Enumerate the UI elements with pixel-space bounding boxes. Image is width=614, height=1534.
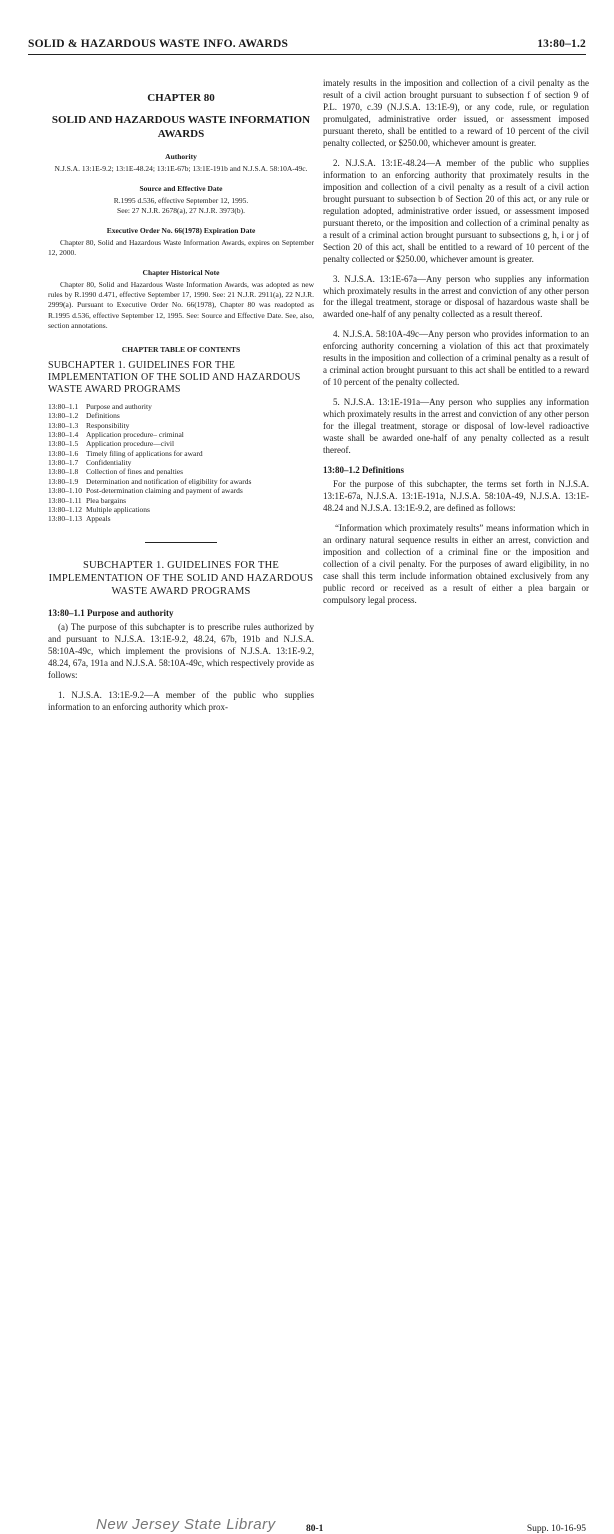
toc-heading: CHAPTER TABLE OF CONTENTS <box>121 344 241 354</box>
toc-entry: 13:80–1.6 Timely filing of applications for award <box>48 448 203 458</box>
paragraph-4: 4. N.J.S.A. 58:10A-49c—Any person who provides information to an enforcing authority concerning a violation of this act that proximately results in the imposition and collection of a criminal penalty as a result of a criminal action brought pursuant to this act shall be entitled to a reward of 10 percent of the penalty collected. <box>323 329 589 388</box>
definitions-intro: For the purpose of this subchapter, the terms set forth in N.J.S.A. 13:1E-67a, N.J.S.A. 13:1E-191a, N.J.S.A. 58:10A-49, N.J.S.A. 13:1E-48.24 and N.J.S.A. 13:1E-9.2, are defined as follows: <box>323 479 589 514</box>
header-rule <box>28 54 586 55</box>
section-1-2-heading: 13:80–1.2 Definitions <box>323 465 404 476</box>
paragraph-1-continued: imately results in the imposition and collection of a civil penalty as the result of a civil action brought pursuant to subsection f of section 9 of P.L. 1970, c.39 (N.J.S.A. 13:1E-9), or any code, rule, or regulation promulgated, administrative order issued, or assessment imposed pursuant thereto, shall be entitled to a reward of 10 percent of the civil penalty collected, or $250.00, whichever amount is greater. <box>323 78 589 148</box>
source-heading: Source and Effective Date <box>139 183 223 193</box>
toc-entry: 13:80–1.10 Post-determination claiming and payment of awards <box>48 486 243 496</box>
exec-order-heading: Executive Order No. 66(1978) Expiration Date <box>106 225 256 235</box>
toc-entry: 13:80–1.3 Responsibility <box>48 420 130 430</box>
toc-list <box>48 402 314 524</box>
toc-entry: 13:80–1.11 Plea bargains <box>48 495 127 505</box>
toc-subchapter: SUBCHAPTER 1. GUIDELINES FOR THE IMPLEMENTATION OF THE SOLID AND HAZARDOUS WASTE AWARD PROGRAMS <box>48 359 301 395</box>
toc-entry: 13:80–1.7 Confidentiality <box>48 458 132 467</box>
paragraph-a: (a) The purpose of this subchapter is to prescribe rules authorized by and pursuant to N.J.S.A. 13:1E-9.2, 48.24, 67b, 191b and N.J.S.A. 58:10A-49c, which implement the provisions of N.J.S.A. 13:1E-9.2, 48.24, 67a, 191a and N.J.S.A. 58:10A-49c, which respectively provide as follows: <box>48 622 314 680</box>
header-section: 13:80–1.2 <box>537 38 586 50</box>
chapter-number: CHAPTER 80 <box>147 92 215 104</box>
subchapter-heading: SUBCHAPTER 1. GUIDELINES FOR THE IMPLEMENTATION OF THE SOLID AND HAZARDOUS WASTE AWARD PROGRAMS <box>48 559 314 597</box>
authority-heading: Authority <box>165 151 197 161</box>
exec-order-text: Chapter 80, Solid and Hazardous Waste Information Awards, expires on September 12, 2000. <box>48 237 314 257</box>
section-1-1-heading: 13:80–1.1 Purpose and authority <box>48 608 174 618</box>
toc-entry: 13:80–1.13 Appeals <box>48 514 111 524</box>
source-line-1: R.1995 d.536, effective September 12, 1995. <box>113 195 249 205</box>
running-header <box>28 38 586 50</box>
toc-entry: 13:80–1.2 Definitions <box>48 411 120 421</box>
authority-text: N.J.S.A. 13:1E-9.2; 13:1E-48.24; 13:1E-67b; 13:1E-191b and N.J.S.A. 58:10A-49c. <box>54 163 308 173</box>
section-divider <box>145 542 217 543</box>
supplement-date: Supp. 10-16-95 <box>526 1524 586 1534</box>
toc-entry: 13:80–1.4 Application procedure– criminal <box>48 429 184 439</box>
source-line-2: See: 27 N.J.R. 2678(a), 27 N.J.R. 3973(b). <box>117 205 245 215</box>
definition-information: “Information which proximately results” means information which in an ordinary natural sequence results in either an arrest, conviction and imposition and collection of a criminal fine or the imposition and collection of a civil penalty. For the purposes of award eligibility, in no case shall this term include information obtained exclusively from any public record or received as a result of either a plea bargain or compulsory legal process. <box>323 523 589 605</box>
right-column <box>323 78 589 615</box>
toc-entry: 13:80–1.9 Determination and notification of eligibility for awards <box>48 476 252 486</box>
paragraph-5: 5. N.J.S.A. 13:1E-191a—Any person who supplies any information which proximately results in the arrest and conviction of any other person for the illegal treatment, storage or disposal of low-level radioactive waste shall be awarded one-half of any penalty collected as a result thereof. <box>323 397 589 456</box>
page-number: 80-1 <box>306 1524 324 1534</box>
chapter-title: SOLID AND HAZARDOUS WASTE INFORMATION AWARDS <box>51 114 311 140</box>
toc-entry: 13:80–1.8 Collection of fines and penalties <box>48 467 184 477</box>
historical-note-text: Chapter 80, Solid and Hazardous Waste Information Awards, was adopted as new rules by R.1990 d.471, effective September 17, 1990. See: 21 N.J.R. 2911(a), 22 N.J.R. 2999(a). Pursuant to Executive Order No. 66(1978), Chapter 80 was readopted as R.1995 d.536, effective September 12, 1995. See: Source and Effective Date. See, also, section annotations. <box>48 280 314 330</box>
library-watermark: New Jersey State Library <box>96 1516 276 1533</box>
left-column <box>48 92 314 722</box>
paragraph-1: 1. N.J.S.A. 13:1E-9.2—A member of the public who supplies information to an enforcing authority which prox- <box>48 689 314 712</box>
toc-entry: 13:80–1.1 Purpose and authority <box>48 401 152 411</box>
toc-entry: 13:80–1.5 Application procedure—civil <box>48 439 175 449</box>
historical-note-heading: Chapter Historical Note <box>142 268 220 278</box>
paragraph-3: 3. N.J.S.A. 13:1E-67a—Any person who supplies any information which proximately results in the arrest and conviction of any other person for the illegal treatment, storage or disposal of hazardous waste shall be awarded one-half of any penalty collected as a result thereof. <box>323 273 589 320</box>
paragraph-2: 2. N.J.S.A. 13:1E-48.24—A member of the public who supplies information to an enforcing authority that proximately results in the imposition and collection of a civil penalty as a result of a civil action brought pursuant to subsection b of Section 20 of this act, or any rule or regulation adopted, administrative order issued, or assessment imposed pursuant thereto, or the imposition and collection of a criminal penalty as a result of a criminal action brought pursuant to subsections g, h, i or j of Section 20 of this act, shall be entitled to a reward of 10 percent of the penalty collected or $250.00, whichever amount is greater. <box>323 157 589 264</box>
toc-entry: 13:80–1.12 Multiple applications <box>48 504 150 514</box>
header-title: SOLID & HAZARDOUS WASTE INFO. AWARDS <box>28 38 289 50</box>
